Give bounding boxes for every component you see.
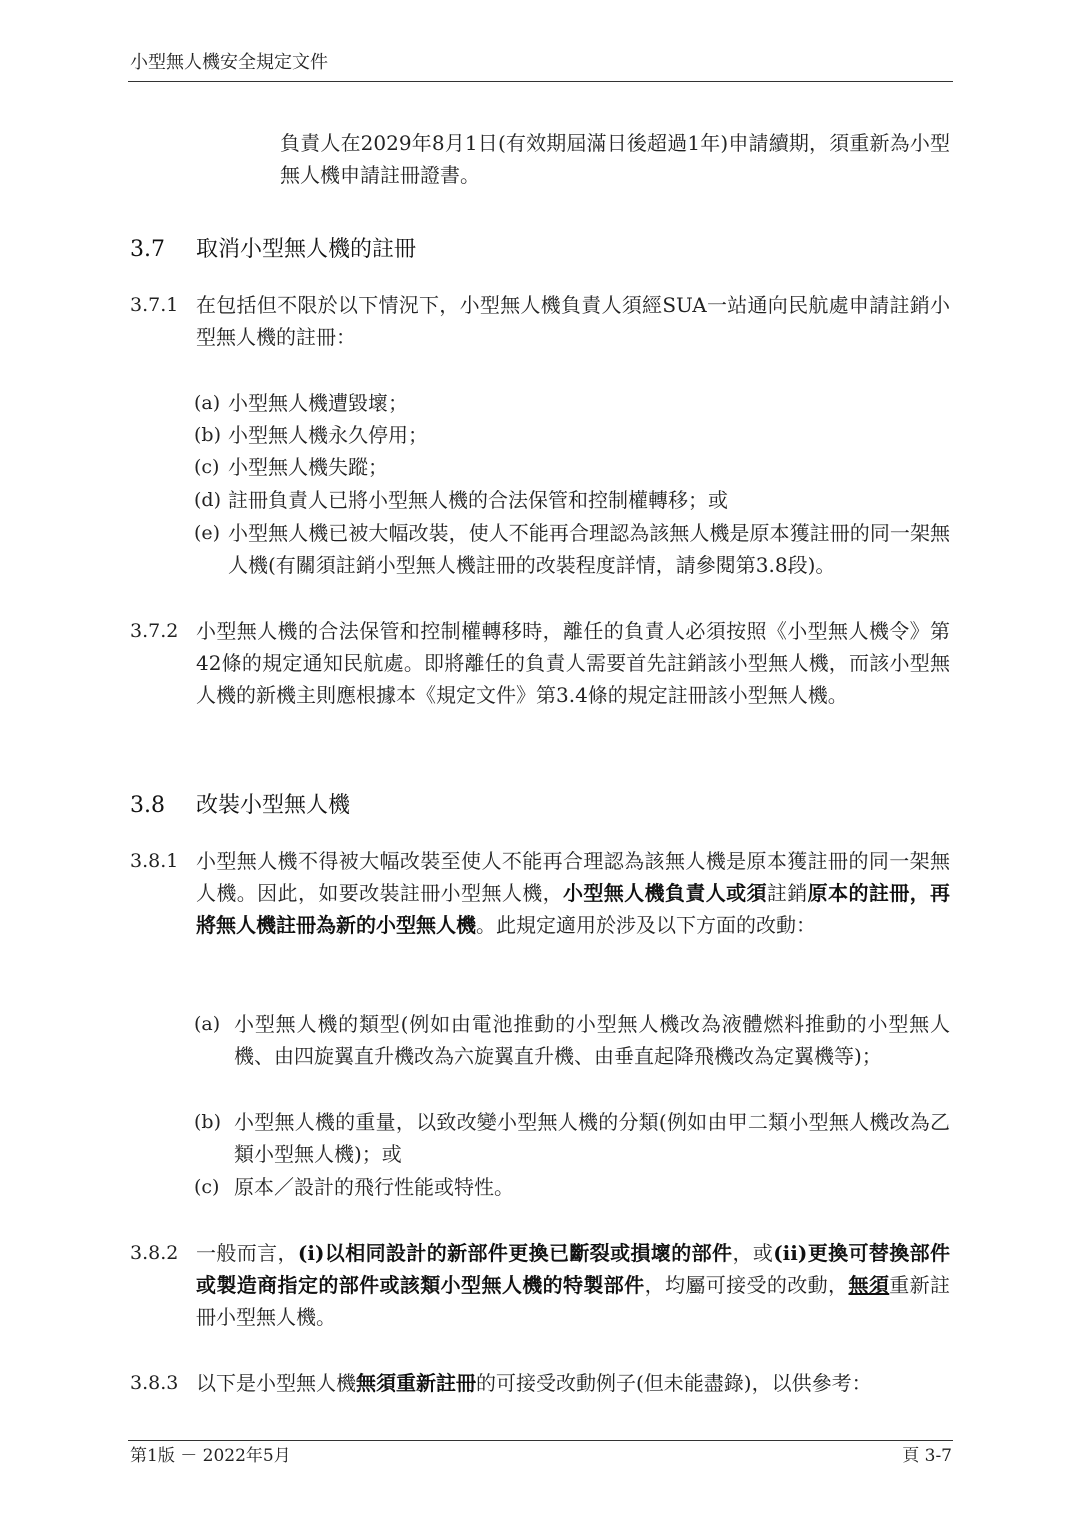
list-text: 註冊負責人已將小型無人機的合法保管和控制權轉移；或 [228,488,728,512]
section-number: 3.7 [130,237,165,262]
text-run: 小型無人機不得被大幅改裝至使人不能再合理認為該無人機是原本獲註冊的同一架無人機。因此，如要改裝註冊小型無人機， [196,849,950,905]
list-item [194,1106,950,1170]
list-item [194,1008,950,1072]
list-text: 小型無人機失蹤； [228,455,388,479]
paragraph-number: 3.8.3 [130,1372,179,1394]
text-run: 。此規定適用於涉及以下方面的改動： [476,913,816,937]
header-rule [128,81,953,82]
list-label: (e) [194,522,221,544]
list-text: 原本／設計的飛行性能或特性。 [234,1175,514,1199]
list-label: (a) [194,1013,221,1035]
bold-text-run: (ii)更換可替換部件或製造商指定的部件或該類小型無人機的特製部件 [196,1241,950,1297]
bold-text-run: 無須重新註冊 [356,1371,476,1395]
list-label: (a) [194,392,221,414]
paragraph-number: 3.8.1 [130,850,179,872]
section-title: 改裝小型無人機 [196,793,351,818]
underlined-bold-text-run: 無須 [848,1273,890,1297]
list-label: (c) [194,1176,220,1198]
list-label: (d) [194,489,221,511]
text-run: 以下是小型無人機 [196,1371,356,1395]
paragraph-3-7-2: 小型無人機的合法保管和控制權轉移時，離任的負責人必須按照《小型無人機令》第42條的規定通知民航處。即將離任的負責人需要首先註銷該小型無人機，而該小型無人機的新機主則應根據本《規定文件》第3.4條的規定註冊該小型無人機。 [196,619,950,707]
text-run: 一般而言， [196,1241,298,1265]
list-item [194,451,950,483]
list-item [194,517,950,581]
list-item [194,1171,950,1203]
section-title: 取消小型無人機的註冊 [196,237,417,262]
list-text: 小型無人機的類型(例如由電池推動的小型無人機改為液體燃料推動的小型無人機、由四旋翼直升機改為六旋翼直升機、由垂直起降飛機改為定翼機等)； [234,1012,950,1068]
bold-text-run: (i)以相同設計的新部件更換已斷裂或損壞的部件 [297,1241,733,1265]
list-label: (b) [194,424,221,446]
paragraph-3-8-2 [196,1237,950,1333]
text-run: 的可接受改動例子(但未能盡錄)，以供參考： [476,1371,872,1395]
paragraph-3-7-1: 在包括但不限於以下情況下，小型無人機負責人須經SUA一站通向民航處申請註銷小型無人機的註冊： [196,293,950,349]
footer-edition: 第1版 － 2022年5月 [130,1446,291,1466]
paragraph-number: 3.8.2 [130,1242,179,1264]
list-text: 小型無人機永久停用； [228,423,428,447]
section-number: 3.8 [130,793,165,818]
list-label: (b) [194,1111,221,1133]
list-item [194,484,950,516]
paragraph-3-8-3 [196,1367,950,1399]
list-label: (c) [194,456,220,478]
paragraph-number: 3.7.1 [130,294,179,316]
paragraph-3-8-1 [196,845,950,941]
text-run: 註銷 [766,881,808,905]
footer-rule [128,1440,953,1441]
text-run: ，或 [732,1241,774,1265]
bold-text-run: 原本的註冊，再將無人機註冊為新的小型無人機 [196,881,951,937]
running-header: 小型無人機安全規定文件 [130,52,328,73]
list-text: 小型無人機的重量，以致改變小型無人機的分類(例如由甲二類小型無人機改為乙類小型無人機)；或 [234,1110,950,1166]
list-item [194,387,950,419]
footer-page-number: 頁 3-7 [902,1446,952,1466]
bold-text-run: 小型無人機負責人或須 [563,881,767,905]
text-run: 重新註冊小型無人機。 [196,1273,951,1329]
paragraph-number: 3.7.2 [130,620,179,642]
list-item [194,419,950,451]
list-text: 小型無人機遭毀壞； [228,391,408,415]
list-text: 小型無人機已被大幅改裝，使人不能再合理認為該無人機是原本獲註冊的同一架無人機(有關須註銷小型無人機註冊的改裝程度詳情，請參閱第3.8段)。 [228,521,950,577]
text-run: ，均屬可接受的改動， [644,1273,849,1297]
intro-paragraph: 負責人在2029年8月1日(有效期屆滿日後超過1年)申請續期，須重新為小型無人機申請註冊證書。 [280,131,950,187]
